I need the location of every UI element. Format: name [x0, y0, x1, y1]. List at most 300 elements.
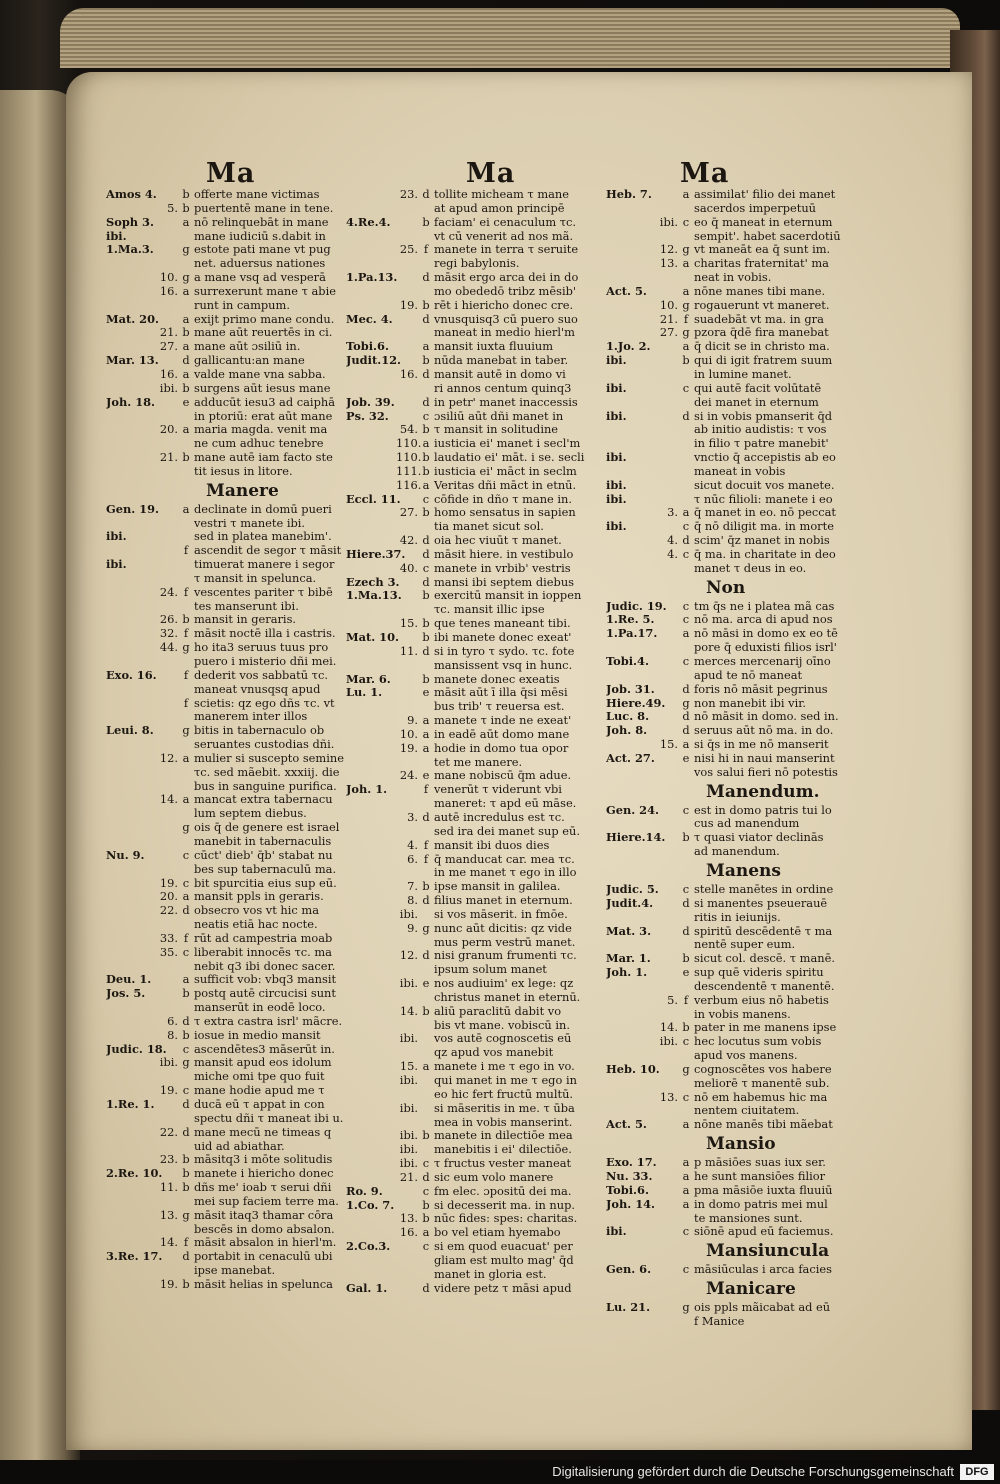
- quotation-text: vos salui fieri nō potestis: [694, 765, 838, 779]
- section-letter: g: [422, 921, 430, 935]
- quotation-text: in eadē aūt domo mane: [434, 727, 570, 741]
- verse-number: 14.: [159, 793, 178, 807]
- concordance-line: [346, 853, 606, 867]
- quotation-text: christus manet in eternū.: [434, 990, 581, 1004]
- section-letter: f: [183, 668, 189, 682]
- section-letter: d: [422, 395, 430, 409]
- section-letter: a: [682, 284, 690, 298]
- section-letter: c: [682, 1225, 690, 1239]
- concordance-line: [106, 382, 374, 396]
- section-letter: d: [182, 1098, 190, 1111]
- quotation-text: in ptoriū: erat aūt mane: [194, 409, 333, 423]
- concordance-line: [606, 766, 866, 780]
- section-heading: Mansio: [706, 1134, 776, 1155]
- concordance-line: [346, 756, 606, 770]
- quotation-text: valde mane vna sabba.: [194, 367, 326, 381]
- quotation-text: dei manet in eternum: [694, 395, 819, 409]
- quotation-text: dñs me' ioab τ serui dñi: [194, 1181, 332, 1195]
- reference: 2.Co.3.: [346, 1240, 391, 1254]
- quotation-text: bis vt mane. vobiscū in.: [434, 1018, 570, 1032]
- section-letter: d: [422, 188, 430, 201]
- section-letter: b: [182, 381, 190, 395]
- reference: Tobi.6.: [606, 1183, 649, 1197]
- verse-number: 20.: [159, 890, 178, 904]
- section-letter: b: [182, 1153, 190, 1167]
- concordance-line: [346, 783, 606, 797]
- verse-number: 15.: [399, 1060, 418, 1074]
- concordance-line: [606, 271, 866, 285]
- section-letter: a: [182, 890, 190, 904]
- quotation-text: bit spurcitia eius sup eū.: [194, 876, 337, 890]
- verse-number: 16.: [399, 367, 418, 381]
- section-letter: f: [423, 783, 429, 797]
- concordance-line: [106, 586, 374, 600]
- quotation-text: nō relinquebāt in mane: [194, 215, 329, 229]
- section-letter: d: [422, 575, 430, 589]
- quotation-text: eo q̄ maneat in eternum: [694, 215, 833, 229]
- concordance-line: [106, 503, 374, 517]
- quotation-text: rogauerunt vt maneret.: [694, 298, 830, 312]
- section-letter: c: [422, 492, 430, 506]
- quotation-text: maneat in vobis: [694, 464, 786, 478]
- verse-number: 19.: [399, 298, 418, 312]
- section-letter: a: [422, 727, 430, 741]
- quotation-text: nūc fides: spes: charitas.: [434, 1212, 578, 1226]
- concordance-line: [606, 683, 866, 697]
- quotation-text: est in domo patris tui lo: [694, 803, 832, 817]
- section-letter: c: [682, 547, 690, 561]
- verse-number: ibi.: [399, 1074, 418, 1087]
- quotation-text: nō em habemus hic ma: [694, 1090, 828, 1104]
- verse-number: 6.: [167, 1014, 178, 1028]
- concordance-line: [106, 188, 374, 202]
- concordance-line: [346, 1157, 606, 1171]
- quotation-text: si in tyro τ sydo. τc. fote: [434, 644, 575, 658]
- quotation-text: postq autē circucisi sunt: [194, 987, 336, 1001]
- concordance-line: [346, 396, 606, 410]
- quotation-text: τ quasi viator declinās: [694, 831, 824, 845]
- reference: Act. 27.: [606, 751, 655, 765]
- section-letter: e: [682, 966, 690, 980]
- reference: 3.Re. 17.: [106, 1250, 163, 1264]
- concordance-line: [346, 506, 606, 520]
- concordance-line: [346, 617, 606, 631]
- quotation-text: si in vobis pmanserit q̄d: [694, 409, 833, 423]
- quotation-text: nō māsit in domo. sed in.: [694, 710, 839, 724]
- quotation-text: net. aduersus nationes: [194, 257, 326, 271]
- concordance-line: [606, 1104, 866, 1118]
- section-letter: d: [422, 810, 430, 824]
- concordance-line: [346, 313, 606, 327]
- reference: Leui. 8.: [106, 724, 154, 738]
- section-letter: f: [683, 312, 689, 326]
- quotation-text: ab initio audistis: τ vos: [694, 423, 827, 437]
- concordance-line: [106, 849, 374, 863]
- quotation-text: vt maneāt ea q̄ sunt im.: [694, 243, 831, 257]
- section-letter: c: [682, 613, 690, 627]
- quotation-text: ritis in ieiunijs.: [694, 910, 781, 924]
- concordance-line: [606, 1049, 866, 1063]
- verse-number: 4.: [667, 547, 678, 561]
- concordance-line: [606, 506, 866, 520]
- verse-number: 23.: [159, 1153, 178, 1167]
- section-heading: Manere: [206, 480, 279, 501]
- quotation-text: manete in dilectiōe mea: [434, 1129, 573, 1143]
- verse-number: 110.: [396, 437, 422, 451]
- concordance-line: [106, 1084, 374, 1098]
- concordance-line: [346, 1240, 606, 1254]
- quotation-text: exijt primo mane condu.: [194, 312, 335, 326]
- column-2: [346, 188, 606, 1296]
- section-letter: b: [422, 1198, 430, 1212]
- quotation-text: pater in me manens ipse: [694, 1021, 837, 1035]
- verse-number: 21.: [159, 451, 178, 465]
- concordance-line: [346, 1129, 606, 1143]
- concordance-line: [606, 710, 866, 724]
- section-letter: g: [182, 821, 190, 835]
- concordance-line: [106, 1236, 374, 1250]
- quotation-text: vnusquisq3 cū puero suo: [434, 312, 578, 326]
- section-letter: a: [422, 340, 430, 354]
- quotation-text: bus in sanguine purifica.: [194, 779, 337, 793]
- column-1: [106, 188, 374, 1292]
- verse-number: 8.: [167, 1028, 178, 1042]
- section-letter: c: [422, 1184, 430, 1198]
- quotation-text: τc. mansit illic ipse: [434, 603, 545, 617]
- section-letter: b: [422, 354, 430, 368]
- concordance-line: [106, 1112, 374, 1126]
- concordance-line: [106, 368, 374, 382]
- section-letter: b: [422, 451, 430, 465]
- quotation-text: ibi manete donec exeat': [434, 631, 572, 644]
- reference: Jos. 5.: [106, 987, 146, 1001]
- quotation-text: seruus aūt nō ma. in do.: [694, 724, 834, 738]
- concordance-line: [606, 980, 866, 994]
- verse-number: ibi.: [399, 1157, 418, 1171]
- concordance-line: [606, 911, 866, 925]
- concordance-line: [606, 437, 866, 451]
- section-letter: e: [422, 977, 430, 991]
- quotation-text: non manebit ibi vir.: [694, 696, 807, 710]
- quotation-text: cūct' dieb' q̄b' stabat nu: [194, 848, 333, 862]
- quotation-text: portabit in cenaculū ubi: [194, 1250, 333, 1264]
- quotation-text: liberabit innocēs τc. ma: [194, 945, 332, 959]
- quotation-text: homo sensatus in sapien: [434, 506, 576, 520]
- quotation-text: lum septem diebus.: [194, 807, 307, 821]
- concordance-line: [606, 1212, 866, 1226]
- quotation-text: in filio τ patre manebit': [694, 437, 829, 451]
- verse-number: 24.: [399, 769, 418, 783]
- verse-number: ibi.: [399, 1032, 418, 1046]
- quotation-text: mansit iuxta fluuium: [434, 340, 554, 354]
- column-header-3: Ma: [680, 158, 730, 189]
- concordance-line: [606, 326, 866, 340]
- quotation-text: autē incredulus est τc.: [434, 810, 565, 824]
- concordance-line: [106, 766, 374, 780]
- concordance-line: [606, 641, 866, 655]
- verse-number: 13.: [159, 1208, 178, 1222]
- concordance-line: [346, 811, 606, 825]
- quotation-text: adducūt iesu3 ad caiphā: [194, 395, 335, 409]
- reference: Judit.4.: [606, 896, 654, 910]
- concordance-line: [106, 1098, 374, 1112]
- concordance-line: [106, 710, 374, 724]
- section-letter: a: [422, 1060, 430, 1074]
- concordance-line: [346, 354, 606, 368]
- quotation-text: τ mansit in solitudine: [434, 423, 559, 437]
- quotation-text: vt cū venerit ad nos mã.: [434, 229, 574, 243]
- reference: Joh. 14.: [606, 1197, 656, 1211]
- concordance-line: [606, 613, 866, 627]
- concordance-line: [106, 1223, 374, 1237]
- section-heading: Manicare: [706, 1279, 796, 1300]
- concordance-line: [106, 752, 374, 766]
- concordance-line: [106, 313, 374, 327]
- section-letter: d: [422, 534, 430, 548]
- section-letter: a: [682, 627, 690, 641]
- quotation-text: cognoscētes vos habere: [694, 1062, 832, 1076]
- quotation-text: ad manendum.: [694, 845, 780, 859]
- quotation-text: runt in campum.: [194, 298, 290, 312]
- reference: Job. 31.: [606, 682, 655, 696]
- reference: ibi.: [606, 478, 627, 492]
- quotation-text: mane mecū ne timeas q: [194, 1125, 332, 1139]
- section-letter: b: [182, 1028, 190, 1042]
- reference: Nu. 33.: [606, 1170, 653, 1183]
- quotation-text: mane autē iam facto ste: [194, 451, 333, 465]
- quotation-text: mea in vobis manserint.: [434, 1115, 573, 1129]
- concordance-line: [606, 724, 866, 738]
- verse-number: 19.: [159, 1277, 178, 1291]
- quotation-text: venerūt τ viderunt vbi: [434, 783, 562, 797]
- verse-number: 15.: [399, 617, 418, 631]
- verse-number: 16.: [399, 1226, 418, 1240]
- reference: Act. 5.: [606, 284, 647, 298]
- concordance-line: [606, 1315, 866, 1329]
- concordance-line: [346, 1212, 606, 1226]
- section-letter: b: [182, 451, 190, 465]
- concordance-line: [106, 410, 374, 424]
- concordance-line: [346, 188, 606, 202]
- concordance-line: [106, 340, 374, 354]
- quotation-text: miche omi tpe quo fuit: [194, 1070, 325, 1084]
- concordance-line: [346, 1102, 606, 1116]
- quotation-text: mansit ibi duos dies: [434, 838, 550, 852]
- section-letter: e: [422, 769, 430, 783]
- reference: Tobi.6.: [346, 340, 389, 354]
- verse-number: 8.: [407, 894, 418, 908]
- quotation-text: apud vos manens.: [694, 1049, 798, 1063]
- section-letter: b: [182, 1277, 190, 1291]
- verse-number: 12.: [659, 243, 678, 257]
- verse-number: 4.: [667, 534, 678, 548]
- concordance-line: [346, 548, 606, 562]
- quotation-text: verbum eius nō habetis: [694, 993, 829, 1007]
- section-letter: a: [182, 751, 190, 765]
- reference: Mat. 10.: [346, 631, 399, 644]
- concordance-line: [346, 645, 606, 659]
- quotation-text: si decesserit ma. in nup.: [434, 1198, 575, 1212]
- quotation-text: nos audiuim' ex lege: qz: [434, 977, 574, 991]
- section-letter: g: [682, 1062, 690, 1076]
- concordance-line: [106, 1209, 374, 1223]
- section-letter: b: [682, 952, 690, 966]
- concordance-line: [346, 1199, 606, 1213]
- section-letter: d: [422, 644, 430, 658]
- concordance-line: [346, 437, 606, 451]
- concordance-line: [106, 517, 374, 531]
- reference: ibi.: [606, 354, 627, 368]
- quotation-text: regi babylonis.: [434, 257, 520, 271]
- quotation-text: manete τ inde ne exeat': [434, 714, 572, 728]
- quotation-text: filius manet in eternum.: [434, 894, 573, 908]
- quotation-text: ri annos centum quinq3: [434, 381, 572, 395]
- concordance-line: [606, 738, 866, 752]
- concordance-line: [346, 963, 606, 977]
- section-letter: c: [682, 655, 690, 668]
- verse-number: 9.: [407, 714, 418, 728]
- concordance-line: [606, 1035, 866, 1049]
- section-letter: c: [182, 876, 190, 890]
- quotation-text: mansissent vsq in hunc.: [434, 658, 573, 672]
- concordance-line: [106, 530, 374, 544]
- concordance-line: [106, 285, 374, 299]
- section-letter: a: [682, 738, 690, 752]
- quotation-text: bes sup tabernaculū ma.: [194, 862, 337, 876]
- section-heading: Non: [706, 577, 746, 598]
- quotation-text: manete donec exeatis: [434, 672, 560, 686]
- quotation-text: puertentē mane in tene.: [194, 201, 334, 215]
- section-letter: a: [422, 741, 430, 755]
- quotation-text: ascendit de segor τ māsit: [194, 544, 342, 558]
- quotation-text: mane aūt reuertēs in ci.: [194, 326, 333, 340]
- quotation-text: si vos māserit. in fmōe.: [434, 907, 568, 921]
- verse-number: 42.: [399, 534, 418, 548]
- verse-number: 22.: [159, 1125, 178, 1139]
- quotation-text: manebit in tabernaculis: [194, 834, 332, 848]
- section-letter: a: [182, 340, 190, 354]
- quotation-text: oia hec viuūt τ manet.: [434, 534, 562, 548]
- concordance-line: [346, 922, 606, 936]
- concordance-line: [346, 465, 606, 479]
- section-letter: c: [422, 1240, 430, 1254]
- reference: ibi.: [606, 381, 627, 395]
- quotation-text: in vobis manens.: [694, 1007, 791, 1021]
- quotation-text: seruantes custodias dñi.: [194, 738, 335, 752]
- verse-number: ibi.: [399, 1143, 418, 1157]
- quotation-text: descendentē τ manentē.: [694, 979, 835, 993]
- section-heading: Manendum.: [706, 781, 820, 802]
- quotation-text: timuerat manere i segor: [194, 558, 335, 572]
- quotation-text: cōfide in dño τ mane in.: [434, 492, 573, 506]
- quotation-text: nentem ciuitatem.: [694, 1104, 800, 1118]
- concordance-line: [106, 423, 374, 437]
- verse-number: ibi.: [659, 215, 678, 229]
- quotation-text: pzora q̄dē fira manebat: [694, 326, 829, 340]
- reference: Nu. 9.: [106, 848, 145, 862]
- concordance-line: [106, 354, 374, 368]
- reference: Joh. 1.: [346, 783, 388, 797]
- section-letter: a: [182, 312, 190, 326]
- quotation-text: hec locutus sum vobis: [694, 1035, 822, 1049]
- concordance-line: [346, 326, 606, 340]
- quotation-text: obsecro vos vt hic ma: [194, 904, 320, 918]
- quotation-text: qui manet in me τ ego in: [434, 1074, 577, 1087]
- section-letter: b: [422, 215, 430, 229]
- concordance-line: [106, 1001, 374, 1015]
- concordance-line: [606, 883, 866, 897]
- section-letter: d: [422, 271, 430, 285]
- section-letter: f: [183, 1236, 189, 1250]
- quotation-text: scim' q̄z manet in nobis: [694, 534, 830, 548]
- section-letter: d: [182, 354, 190, 368]
- concordance-line: [346, 1143, 606, 1157]
- quotation-text: mansit ppls in geraris.: [194, 890, 324, 904]
- section-letter: g: [182, 243, 190, 257]
- reference: Joh. 8.: [606, 724, 648, 738]
- concordance-line: [346, 880, 606, 894]
- concordance-line: [606, 423, 866, 437]
- concordance-line: [346, 243, 606, 257]
- section-letter: b: [422, 672, 430, 686]
- verse-number: 10.: [399, 727, 418, 741]
- page-edges: [60, 8, 960, 68]
- concordance-line: [606, 1077, 866, 1091]
- concordance-line: [106, 697, 374, 711]
- verse-number: 27.: [659, 326, 678, 340]
- quotation-text: τ fructus vester maneat: [434, 1157, 572, 1171]
- concordance-line: [606, 313, 866, 327]
- quotation-text: ho ita3 seruus tuus pro: [194, 641, 329, 655]
- quotation-text: assimilat' filio dei manet: [694, 188, 836, 201]
- section-letter: b: [182, 201, 190, 215]
- concordance-line: [106, 904, 374, 918]
- section-letter: a: [182, 367, 190, 381]
- concordance-line: [346, 257, 606, 271]
- concordance-line: [106, 1250, 374, 1264]
- quotation-text: sufficit vob: vbq3 mansit: [194, 973, 337, 987]
- verse-number: 19.: [399, 741, 418, 755]
- concordance-line: [106, 600, 374, 614]
- concordance-line: [606, 804, 866, 818]
- reference: Judit.12.: [346, 354, 402, 368]
- concordance-line: [106, 1140, 374, 1154]
- concordance-line: [606, 188, 866, 202]
- section-letter: a: [682, 1156, 690, 1170]
- quotation-text: manete i hiericho donec: [194, 1167, 334, 1181]
- concordance-line: [106, 257, 374, 271]
- reference: 1.Re. 5.: [606, 613, 655, 627]
- section-letter: e: [422, 686, 430, 700]
- concordance-line: [346, 908, 606, 922]
- quotation-text: dederit vos sabbatū τc.: [194, 668, 328, 682]
- section-letter: d: [422, 949, 430, 963]
- concordance-line: [346, 825, 606, 839]
- reference: Judic. 5.: [606, 882, 659, 896]
- concordance-line: [606, 600, 866, 614]
- concordance-line: [346, 493, 606, 507]
- verse-number: 7.: [407, 880, 418, 894]
- concordance-line: [106, 1070, 374, 1084]
- quotation-text: sicut col. descē. τ manē.: [694, 952, 835, 966]
- section-letter: b: [682, 1021, 690, 1035]
- quotation-text: māsit itaq3 thamar cōra: [194, 1208, 334, 1222]
- concordance-line: [106, 973, 374, 987]
- section-letter: g: [682, 1301, 690, 1315]
- section-letter: c: [682, 1035, 690, 1049]
- quotation-text: hodie in domo tua opor: [434, 741, 569, 755]
- concordance-line: [346, 423, 606, 437]
